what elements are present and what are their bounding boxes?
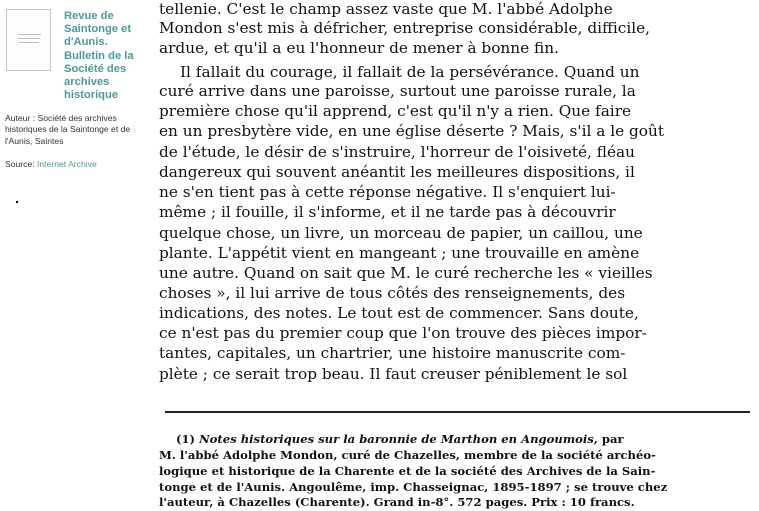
document-thumbnail[interactable] bbox=[6, 9, 51, 71]
document-sidebar bbox=[0, 0, 150, 511]
text-line: ardue, et qu'il a eu l'honneur de mener à bonne fin. bbox=[159, 39, 559, 57]
footnote-line: M. l'abbé Adolphe Mondon, curé de Chazelles, membre de la société archéo- bbox=[159, 448, 656, 462]
text-line: curé arrive dans une paroisse, surtout une paroisse rurale, la bbox=[159, 82, 636, 100]
text-line: ce n'est pas du premier coup que l'on trouve des pièces impor- bbox=[159, 324, 647, 342]
text-line: une autre. Quand on sait que M. le curé recherche les « vieilles bbox=[159, 264, 653, 282]
footnote-number: (1) bbox=[176, 432, 200, 446]
footnote-line1-tail: , par bbox=[593, 432, 624, 446]
thumbnail-line bbox=[17, 34, 41, 35]
text-line: tantes, capitales, un chartrier, une histoire manuscrite com- bbox=[159, 344, 626, 362]
footnote-line: l'auteur, à Chazelles (Charente). Grand in-8°. 572 pages. Prix : 10 francs. bbox=[159, 495, 635, 509]
bullet-dot bbox=[16, 201, 18, 203]
footnote-title: Notes historiques sur la baronnie de Marthon en Angoumois bbox=[199, 432, 594, 446]
book-title-link[interactable]: Revue de Saintonge et d'Aunis. Bulletin de la Société des archives historique bbox=[64, 10, 134, 102]
text-line: ne s'en tient pas à cette réponse négative. Il s'enquiert lui- bbox=[159, 183, 616, 201]
source-label: Source: bbox=[5, 159, 38, 169]
footnote-separator bbox=[165, 411, 750, 413]
text-line: Mondon s'est mis à défricher, entreprise considérable, difficile, bbox=[159, 19, 651, 37]
text-line: indications, des notes. Le tout est de commencer. Sans doute, bbox=[159, 304, 639, 322]
footnote-line: logique et historique de la Charente et de la société des Archives de la Sain- bbox=[159, 464, 656, 478]
text-line: tellenie. C'est le champ assez vaste que M. l'abbé Adolphe bbox=[159, 0, 613, 18]
source-link[interactable]: Internet Archive bbox=[37, 159, 97, 169]
text-line: de l'étude, le désir de s'instruire, l'horreur de l'oisiveté, fléau bbox=[159, 143, 636, 161]
source-info bbox=[5, 159, 150, 170]
author-value: Société des archives historiques de la Saintonge et de l'Aunis, Saintes bbox=[5, 113, 131, 146]
text-line: première chose qu'il apprend, c'est qu'il n'y a rien. Que faire bbox=[159, 102, 632, 120]
text-line: quelque chose, un livre, un morceau de papier, un caillou, une bbox=[159, 224, 643, 242]
page-scan bbox=[150, 0, 759, 511]
author-label: Auteur : bbox=[5, 113, 38, 123]
footnote-line: tonge et de l'Aunis. Angoulême, imp. Chasseignac, 1895-1897 ; se trouve chez bbox=[159, 480, 668, 494]
text-line: en un presbytère vide, en une église déserte ? Mais, s'il a le goût bbox=[159, 122, 665, 140]
text-line: dangereux qui souvent anéantit les meilleures dispositions, il bbox=[159, 163, 635, 181]
footnote-line bbox=[176, 432, 624, 446]
author-info bbox=[5, 113, 150, 147]
thumbnail-line bbox=[19, 42, 39, 43]
thumbnail-line bbox=[18, 38, 40, 39]
text-line: même ; il fouille, il s'informe, et il ne tarde pas à découvrir bbox=[159, 203, 616, 221]
text-line: plante. L'appétit vient en mangeant ; une trouvaille en amène bbox=[159, 244, 640, 262]
text-line: choses », il lui arrive de tous côtés des renseignements, des bbox=[159, 284, 626, 302]
text-line: plète ; ce serait trop beau. Il faut creuser péniblement le sol bbox=[159, 365, 628, 383]
text-line: Il fallait du courage, il fallait de la persévérance. Quand un bbox=[180, 63, 640, 81]
